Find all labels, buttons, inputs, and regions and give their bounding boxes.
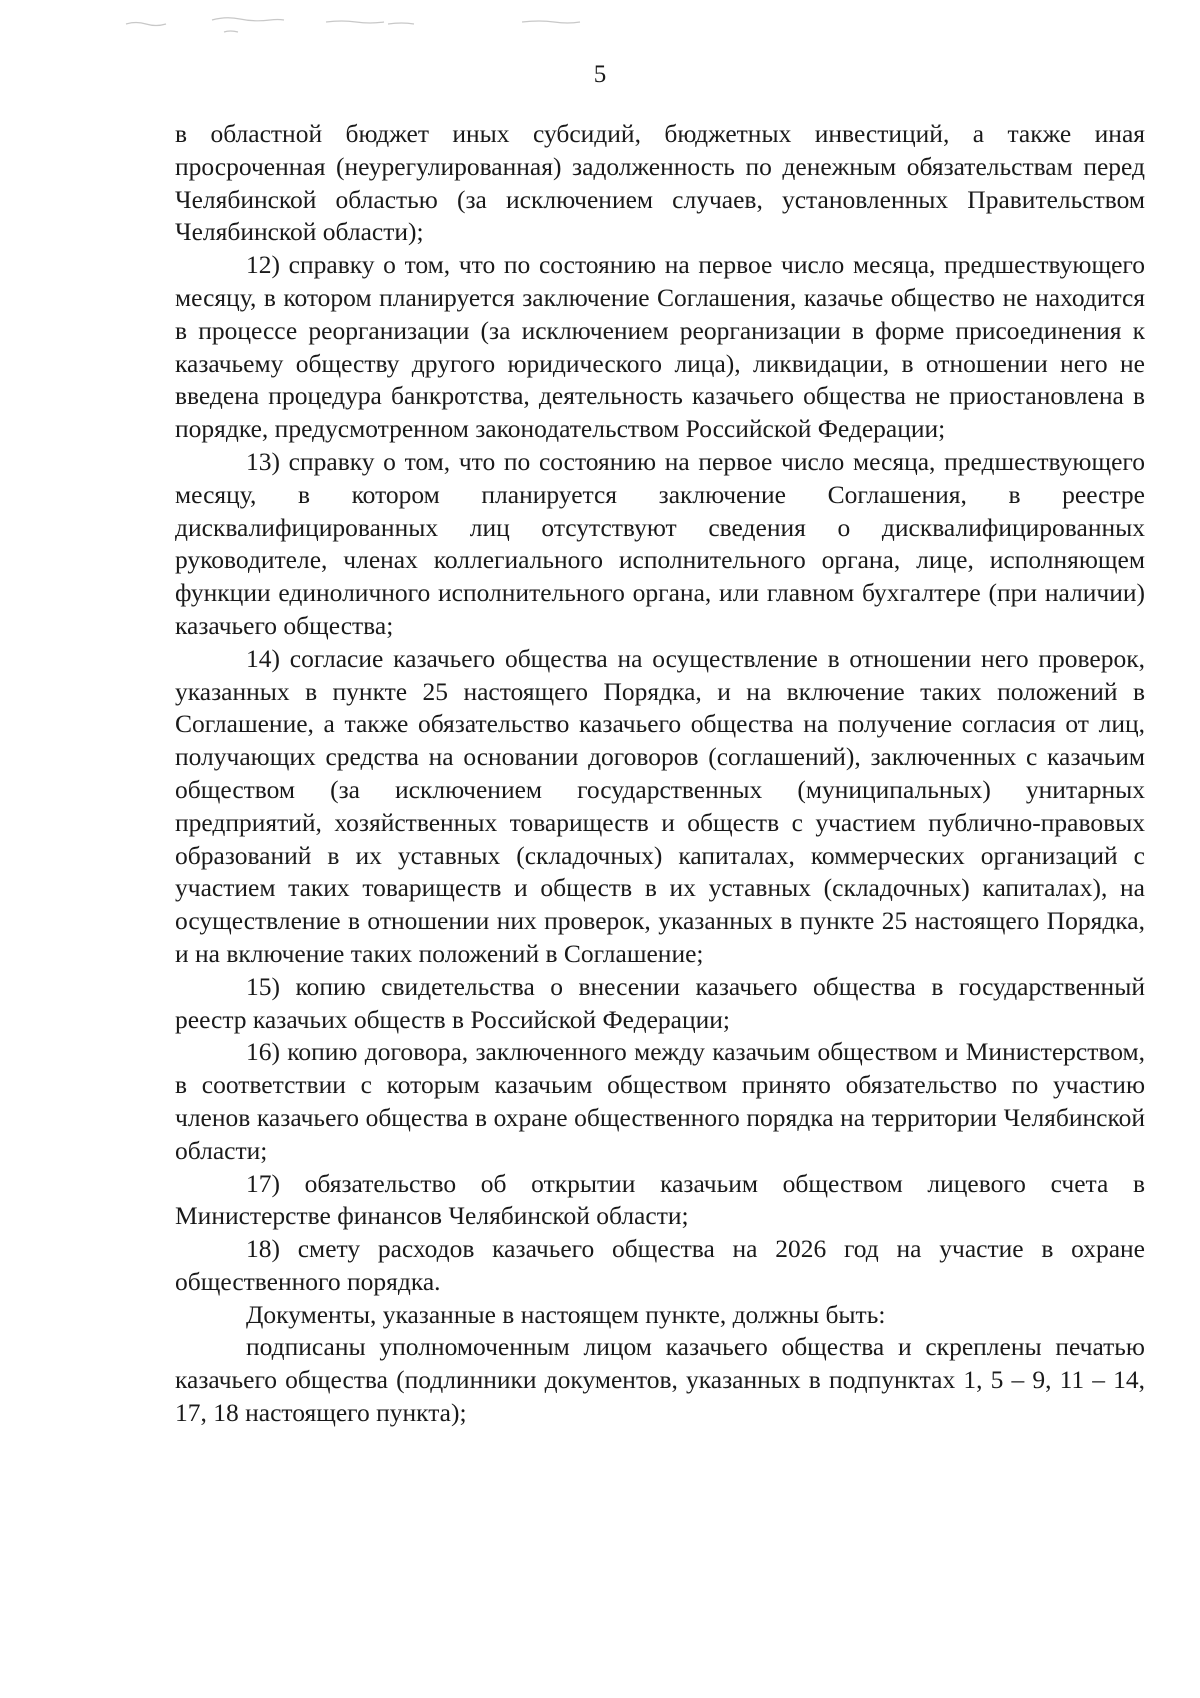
- paragraph-item-13: 13) справку о том, что по состоянию на первое число месяца, предшествующего месяцу, в котором планируется заключение Соглашения, в реестре дисквалифицированных лиц отсутствуют сведения о дисквалифицированных руководителе, членах коллегиального исполнительного органа, лице, исполняющем функции единоличного исполнительного органа, или главном бухгалтере (при наличии) казачьего общества;: [175, 446, 1145, 640]
- paragraph-documents-requirements: Документы, указанные в настоящем пункте, должны быть:: [246, 1299, 886, 1329]
- paragraph-continuation: в областной бюджет иных субсидий, бюджетных инвестиций, а также иная просроченная (неурегулированная) задолженность по денежным обязательствам перед Челябинской областью (за исключением случаев, установленных Правительством Челябинской области);: [175, 119, 1145, 247]
- paragraph-item-12: 12) справку о том, что по состоянию на первое число месяца, предшествующего месяцу, в котором планируется заключение Соглашения, казачье общество не находится в процессе реорганизации (за исключением реорганизации в форме присоединения к казачьему обществу другого юридического лица), ликвидации, в отношении него не введена процедура банкротства, деятельность казачьего общества не приостановлена в порядке, предусмотренном законодательством Российской Федерации;: [175, 250, 1145, 444]
- paragraph-item-16: 16) копию договора, заключенного между казачьим обществом и Министерством, в соответствии с которым казачьим обществом принято обязательство по участию членов казачьего общества в охране общественного порядка на территории Челябинской области;: [175, 1037, 1145, 1165]
- paragraph-item-18: 18) смету расходов казачьего общества на 2026 год на участие в охране общественного порядка.: [175, 1234, 1145, 1296]
- scan-artifact-marks: [120, 10, 680, 40]
- paragraph-item-15: 15) копию свидетельства о внесении казачьего общества в государственный реестр казачьих обществ в Российской Федерации;: [175, 971, 1145, 1034]
- paragraph-item-17: 17) обязательство об открытии казачьим обществом лицевого счета в Министерстве финансов Челябинской области;: [175, 1168, 1145, 1231]
- page-number: 5: [593, 61, 607, 88]
- paragraph-item-14: 14) согласие казачьего общества на осуществление в отношении него проверок, указанных в пункте 25 настоящего Порядка, и на включение таких положений в Соглашение, а также обязательство казачьего общества на получение согласия от лиц, получающих средства на основании договоров (соглашений), заключенных с казачьим обществом (за исключением государственных (муниципальных) унитарных предприятий, хозяйственных товариществ и обществ с участием публично-правовых образований в их уставных (складочных) капиталах, коммерческих организаций с участием таких товариществ и обществ в их уставных (складочных) капиталах), на осуществление в отношении них проверок, указанных в пункте 25 настоящего Порядка, и на включение таких положений в Соглашение;: [175, 643, 1145, 968]
- document-body: [175, 118, 1145, 1430]
- paragraph-signed-requirement: подписаны уполномоченным лицом казачьего общества и скреплены печатью казачьего общества (подлинники документов, указанных в подпунктах 1, 5 – 9, 11 – 14, 17, 18 настоящего пункта);: [175, 1332, 1145, 1428]
